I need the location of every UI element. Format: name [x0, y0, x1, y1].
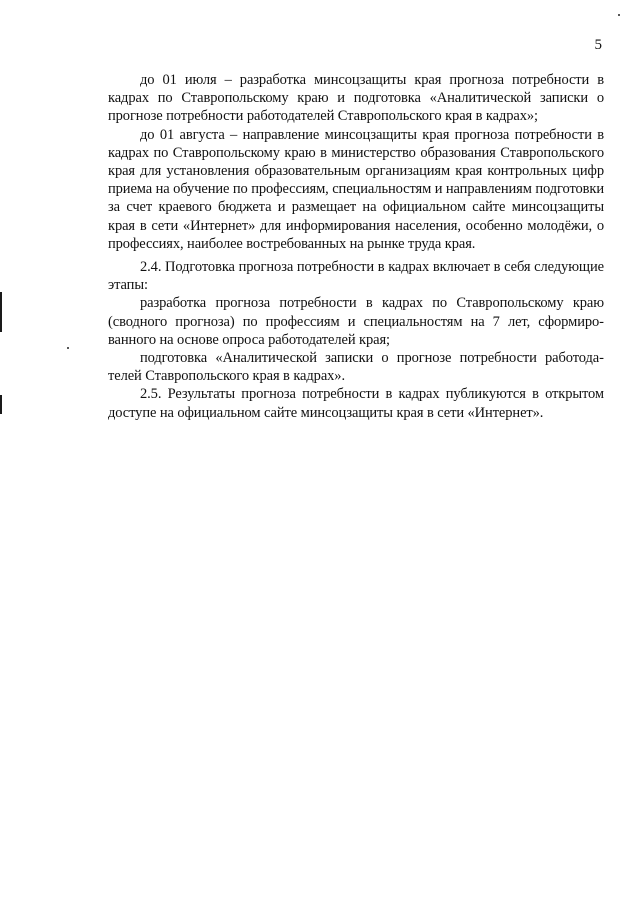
page-number: 5 — [594, 37, 602, 53]
scan-speck — [67, 347, 69, 349]
scan-speck — [618, 14, 620, 16]
body-text — [108, 71, 604, 422]
margin-mark — [0, 395, 2, 414]
paragraph-august-deadline: до 01 августа – направление минсоцзащиты края прогноза потребности в кадрах по Ставропольскому краю в министерство образования Ставропольского края для установления образовательным организациям края контрольных цифр приема на обучение по профессиям, специальностям и направлениям подготовки за счет краевого бюджета и размещает на официальном сайте минсоцзащиты края в сети «Интернет» для информирования населения, особенно молодёжи, о профессиях, наиболее востребованных на рынке труда края. — [108, 126, 605, 252]
paragraph-july-deadline: до 01 июля – разработка минсоцзащиты края прогноза потребности в кадрах по Ставропольскому краю и подготовка «Аналитической записки о прогнозе потребности работодателей Ставропольского края в кадрах»; — [108, 72, 604, 125]
margin-mark — [0, 292, 2, 332]
paragraph-stage-analytical-note: подготовка «Аналитической записки о прогнозе потребности работодателей Ставропольского края в кадрах». — [108, 350, 604, 385]
paragraph-section-2-5: 2.5. Результаты прогноза потребности в кадрах публикуются в открытом доступе на официальном сайте минсоцзащиты края в сети «Интернет». — [108, 386, 604, 421]
paragraph-section-2-4: 2.4. Подготовка прогноза потребности в кадрах включает в себя следующие этапы: — [108, 259, 604, 294]
paragraph-stage-forecast: разработка прогноза потребности в кадрах по Ставропольскому краю (сводного прогноза) по профессиям и специальностям на 7 лет, сформированного на основе опроса работодателей края; — [108, 295, 604, 348]
